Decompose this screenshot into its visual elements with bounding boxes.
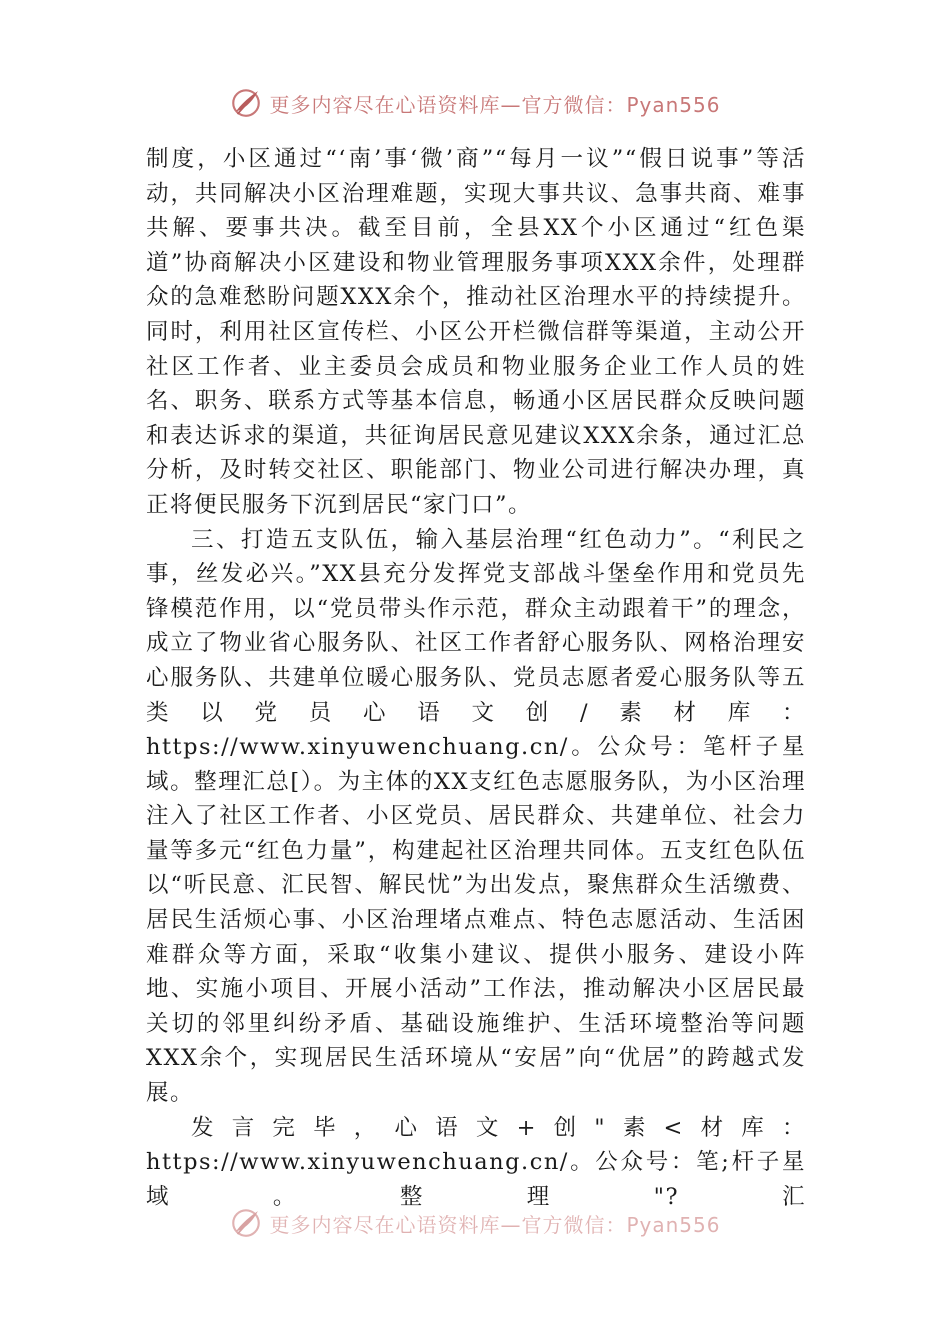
header-watermark — [0, 86, 950, 120]
feather-pen-logo-icon — [229, 1206, 263, 1240]
paragraph-closing: 发言完毕，心语文+创"素<材库：https://www.xinyuwenchuang.cn/。公众号：笔;杆子星域。整理"?汇 — [146, 1114, 806, 1210]
watermark-text: 更多内容尽在心语资料库—官方微信：Pyan556 — [269, 1212, 721, 1237]
footer-watermark — [0, 1206, 950, 1240]
paragraph-section-three: 三、打造五支队伍，输入基层治理“红色动力”。“利民之事，丝发必兴。”XX县充分发挥党支部战斗堡垒作用和党员先锋模范作用，以“党员带头作示范，群众主动跟着干”的理念，成立了物业省心服务队、社区工作者舒心服务队、网格治理安心服务队、共建单位暖心服务队、党员志愿者爱心服务队等五类以党员心语文创/素材库：https://www.xinyuwenchuang.cn/。公众号：笔杆子星域。整理汇总[）。为主体的XX支红色志愿服务队，为小区治理注入了社区工作者、小区党员、居民群众、共建单位、社会力量等多元“红色力量”，构建起社区治理共同体。五支红色队伍以“听民意、汇民智、解民忧”为出发点，聚焦群众生活缴费、居民生活烦心事、小区治理堵点难点、特色志愿活动、生活困难群众等方面，采取“收集小建议、提供小服务、建设小阵地、实施小项目、开展小活动”工作法，推动解决小区居民最关切的邻里纠纷矛盾、基础设施维护、生活环境整治等问题XXX余个，实现居民生活环境从“安居”向“优居”的跨越式发展。 — [146, 526, 806, 1107]
document-body — [146, 142, 806, 1214]
paragraph-continuation: 制度，小区通过“‘南’事‘微’商”“每月一议”“假日说事”等活动，共同解决小区治理难题，实现大事共议、急事共商、难事共解、要事共决。截至目前，全县XX个小区通过“红色渠道”协商解决小区建设和物业管理服务事项XXX余件，处理群众的急难愁盼问题XXX余个，推动社区治理水平的持续提升。同时，利用社区宣传栏、小区公开栏微信群等渠道，主动公开社区工作者、业主委员会成员和物业服务企业工作人员的姓名、职务、联系方式等基本信息，畅通小区居民群众反映问题和表达诉求的渠道，共征询居民意见建议XXX余条，通过汇总分析，及时转交社区、职能部门、物业公司进行解决办理，真正将便民服务下沉到居民“家门口”。 — [146, 146, 806, 518]
feather-pen-logo-icon — [229, 86, 263, 120]
watermark-text: 更多内容尽在心语资料库—官方微信：Pyan556 — [269, 92, 721, 117]
